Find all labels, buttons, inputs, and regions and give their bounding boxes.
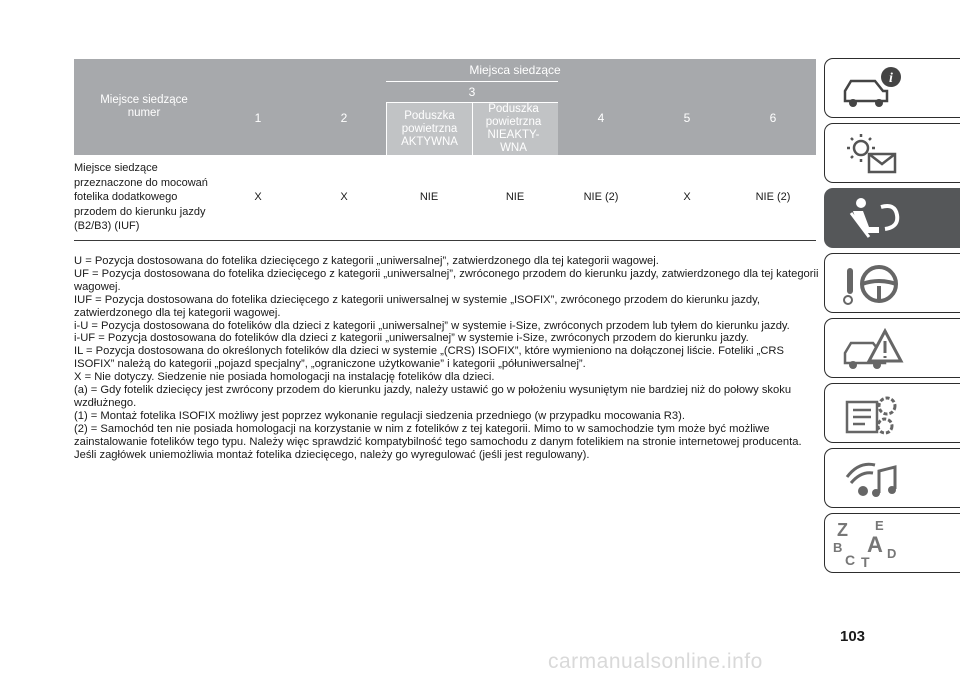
emergency-icon xyxy=(839,323,909,375)
row-header: Miejsce siedzące numer xyxy=(74,59,214,155)
index-letter-b: B xyxy=(833,540,843,555)
column-4: 4 xyxy=(558,81,644,155)
table-title: Miejsca siedzące xyxy=(214,59,816,81)
seat-table xyxy=(74,59,816,241)
tab-steering[interactable] xyxy=(824,253,960,313)
index-letter-a: A xyxy=(867,532,883,557)
note-2: (2) = Samochód ten nie posiada homologacji na korzystanie w nim z fotelików z tej kategorii. Mimo to w samochodzie tym może być możliwe zainstalowanie fotelików tego typu. Należy więc sprawdzić kompatybilność tego samochodu z danym fotelikiem na stronie internetowej producenta. xyxy=(74,422,802,448)
tab-car-info[interactable] xyxy=(824,58,960,118)
cell-seat-2: X xyxy=(302,155,386,241)
column-1: 1 xyxy=(214,81,302,155)
cell-seat-5: X xyxy=(644,155,730,241)
warning-lights-icon xyxy=(839,128,909,180)
multimedia-icon xyxy=(839,453,909,505)
index-letter-c: C xyxy=(845,552,856,568)
note-headrest: Jeśli zagłówek uniemożliwia montaż fotelika dziecięcego, należy go wyregulować (jeśli jest regulowany). xyxy=(74,448,590,461)
table-row xyxy=(74,155,816,241)
note-a: (a) = Gdy fotelik dziecięcy jest zwrócony przodem do kierunku jazdy, należy ustawić go w położeniu wysuniętym nie bardziej niż do połowy skoku wzdłużnego. xyxy=(74,384,792,409)
watermark: carmanualsonline.info xyxy=(548,650,763,673)
cell-seat-6: NIE (2) xyxy=(730,155,816,241)
tab-index[interactable] xyxy=(824,513,960,573)
steering-wheel-icon xyxy=(839,258,909,310)
column-5: 5 xyxy=(644,81,730,155)
column-3: 3 xyxy=(386,81,558,102)
cell-seat-1: X xyxy=(214,155,302,241)
index-letter-e: E xyxy=(875,518,884,533)
svg-text:i: i xyxy=(889,71,893,86)
note-u: U = Pozycja dostosowana do fotelika dziecięcego z kategorii „uniwersalnej”, zatwierdzonego dla tej kategorii wagowej. xyxy=(74,255,659,267)
column-2: 2 xyxy=(302,81,386,155)
note-iuf: IUF = Pozycja dostosowana do fotelika dziecięcego z kategorii uniwersalnej w systemie „ISOFIX”, zwróconego przodem do kierunku jazdy, zatwierdzonego dla tej kategorii wagowej. xyxy=(74,293,760,319)
tab-maintenance[interactable] xyxy=(824,383,960,443)
tab-emergency[interactable] xyxy=(824,318,960,378)
note-uf: UF = Pozycja dostosowana do fotelika dziecięcego z kategorii „uniwersalnej”, zwróconego przodem do kierunku jazdy, zatwierdzonego dla tej kategorii wagowej. xyxy=(74,267,819,293)
airbag-active-header: Poduszka powietrzna AKTYWNA xyxy=(386,102,472,155)
cell-seat-3-inactive: NIE xyxy=(472,155,558,241)
index-letter-t: T xyxy=(861,554,870,570)
tab-multimedia[interactable] xyxy=(824,448,960,508)
airbag-inactive-header: Poduszka powietrzna NIEAKTY-WNA xyxy=(472,102,558,155)
note-il: IL = Pozycja dostosowana do określonych fotelików dla dzieci w systemie „(CRS) ISOFIX”, które wymieniono na dołączonej liście. Foteliki „CRS ISOFIX” należą do kategorii „pojazd specjalny”, „ograniczone użytkowanie” i kategorii „półuniwersalnej”. xyxy=(74,345,784,371)
tab-seat-safety[interactable] xyxy=(824,188,960,248)
row-label: Miejsce siedzące przeznaczone do mocowań fotelika dodatkowego przodem do kierunku jazdy (B2/B3) (IUF) xyxy=(74,155,214,241)
note-1: (1) = Montaż fotelika ISOFIX możliwy jest poprzez wykonanie regulacji siedzenia przedniego (w przypadku mocowania R3). xyxy=(74,409,685,422)
index-letter-z: Z xyxy=(837,520,848,540)
cell-seat-3-active: NIE xyxy=(386,155,472,241)
column-6: 6 xyxy=(730,81,816,155)
note-x: X = Nie dotyczy. Siedzenie nie posiada homologacji na instalację fotelików dla dzieci. xyxy=(74,371,495,384)
index-icon xyxy=(831,516,911,572)
car-info-icon xyxy=(839,63,909,115)
tab-warning-lights[interactable] xyxy=(824,123,960,183)
maintenance-icon xyxy=(839,388,909,440)
note-i-uf: i-UF = Pozycja dostosowana do fotelików dla dzieci z kategorii „uniwersalnej” w systemie i-Size, zwróconych przodem do kierunku jazdy. xyxy=(74,332,749,345)
page-number: 103 xyxy=(840,628,866,645)
seat-safety-icon xyxy=(839,193,909,245)
note-i-u: i-U = Pozycja dostosowana do fotelików dla dzieci z kategorii „uniwersalnej” w systemie i-Size, zwróconych przodem lub tyłem do kierunku jazdy. xyxy=(74,319,790,332)
legend-notes xyxy=(74,255,819,462)
index-letter-d: D xyxy=(887,546,897,561)
cell-seat-4: NIE (2) xyxy=(558,155,644,241)
